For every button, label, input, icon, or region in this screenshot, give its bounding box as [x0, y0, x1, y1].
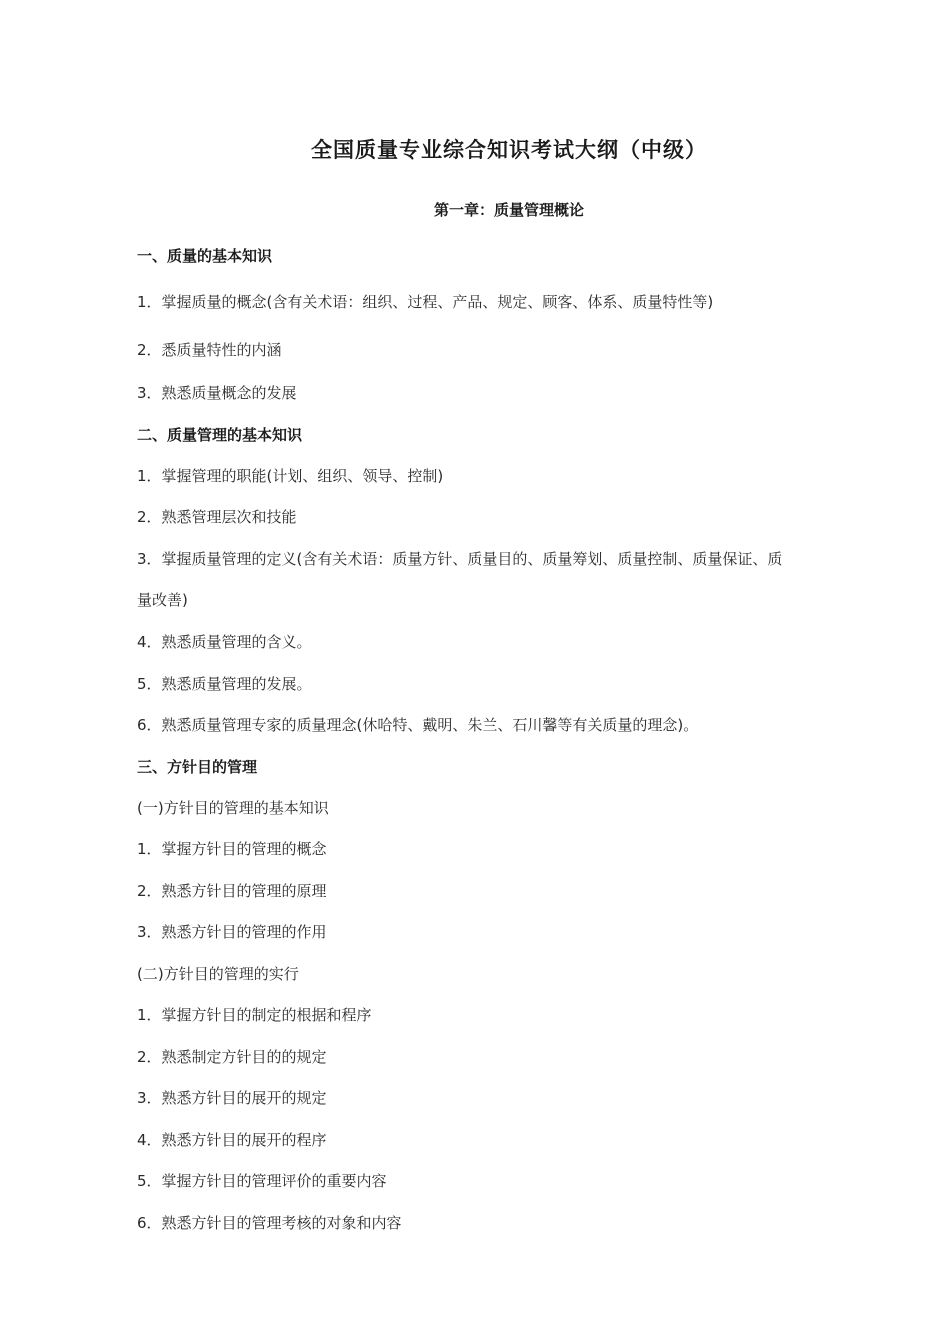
outline-item: 4．熟悉方针目的展开的程序 — [137, 1131, 327, 1149]
section-heading: 二、质量管理的基本知识 — [137, 426, 303, 444]
outline-subheading: (一)方针目的管理的基本知识 — [137, 799, 329, 817]
document-title: 全国质量专业综合知识考试大纲（中级） — [311, 137, 707, 162]
outline-item: 2．熟悉方针目的管理的原理 — [137, 882, 327, 900]
outline-item: 量改善) — [137, 591, 188, 609]
outline-item: 3．熟悉质量概念的发展 — [137, 384, 297, 402]
outline-item: 2．熟悉管理层次和技能 — [137, 508, 297, 526]
outline-subheading: (二)方针目的管理的实行 — [137, 965, 299, 983]
outline-item: 3．熟悉方针目的管理的作用 — [137, 923, 327, 941]
outline-item: 5．熟悉质量管理的发展。 — [137, 675, 312, 693]
outline-item: 6．熟悉质量管理专家的质量理念(休哈特、戴明、朱兰、石川馨等有关质量的理念)。 — [137, 716, 699, 734]
outline-item: 1．掌握方针目的管理的概念 — [137, 840, 327, 858]
outline-item: 2．悉质量特性的内涵 — [137, 341, 282, 359]
outline-item: 3．熟悉方针目的展开的规定 — [137, 1089, 327, 1107]
section-heading: 三、方针目的管理 — [137, 758, 258, 776]
outline-item: 1．掌握管理的职能(计划、组织、领导、控制) — [137, 467, 444, 485]
outline-item: 4．熟悉质量管理的含义。 — [137, 633, 312, 651]
outline-item: 3．掌握质量管理的定义(含有关术语：质量方针、质量目的、质量筹划、质量控制、质量保证、质 — [137, 550, 783, 568]
outline-item: 6．熟悉方针目的管理考核的对象和内容 — [137, 1214, 402, 1232]
outline-item: 1．掌握方针目的制定的根据和程序 — [137, 1006, 372, 1024]
outline-item: 2．熟悉制定方针目的的规定 — [137, 1048, 327, 1066]
outline-item: 5．掌握方针目的管理评价的重要内容 — [137, 1172, 387, 1190]
chapter-title: 第一章：质量管理概论 — [433, 201, 584, 219]
section-heading: 一、质量的基本知识 — [137, 247, 273, 265]
outline-item: 1．掌握质量的概念(含有关术语：组织、过程、产品、规定、顾客、体系、质量特性等) — [137, 293, 714, 311]
